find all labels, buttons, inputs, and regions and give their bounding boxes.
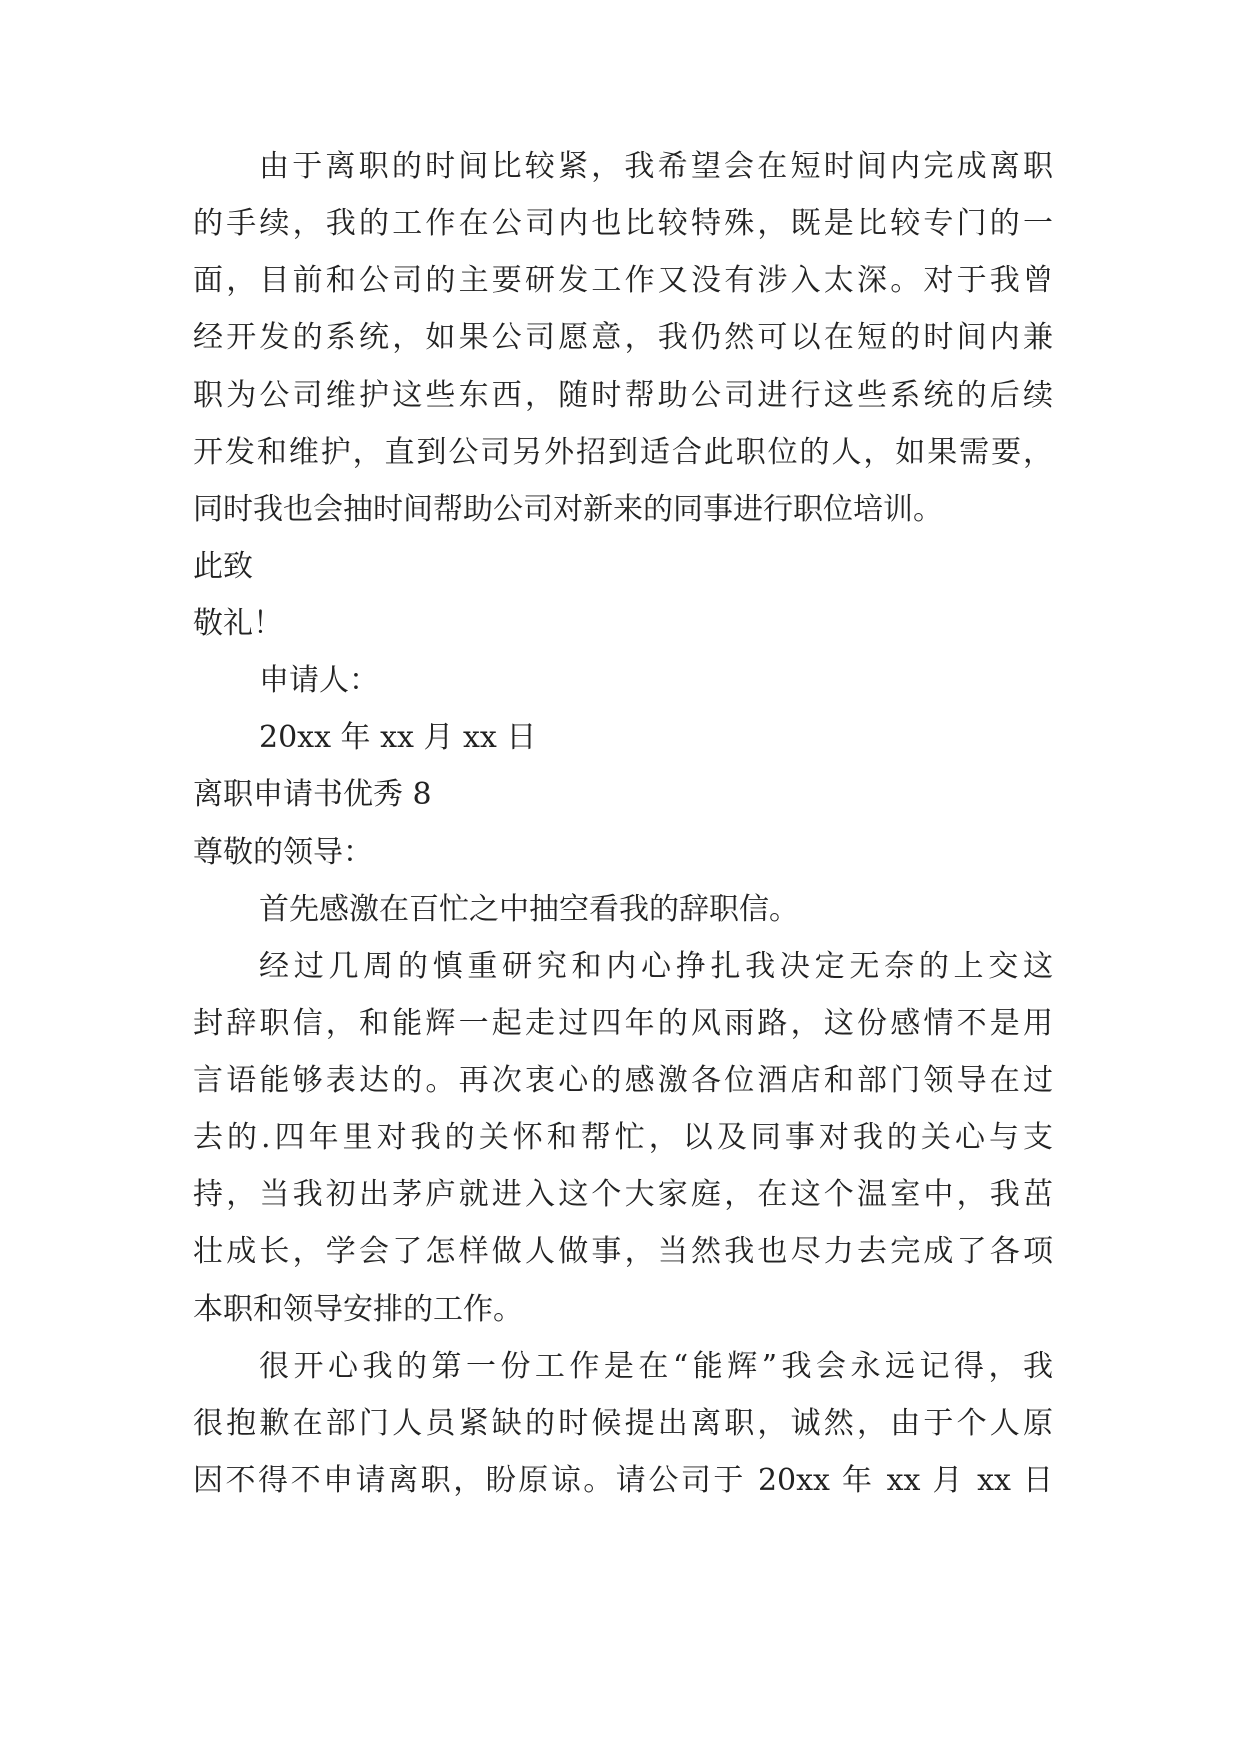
section-heading: 离职申请书优秀 8	[193, 777, 432, 812]
paragraph-line: 去的.四年里对我的关怀和帮忙，以及同事对我的关心与支	[193, 1120, 1053, 1155]
salutation: 尊敬的领导：	[193, 835, 373, 870]
paragraph-line: 本职和领导安排的工作。	[193, 1292, 523, 1327]
paragraph-line: 的手续，我的工作在公司内也比较特殊，既是比较专门的一	[193, 206, 1053, 241]
paragraph-line: 言语能够表达的。再次衷心的感激各位酒店和部门领导在过	[193, 1063, 1053, 1098]
paragraph-line: 面，目前和公司的主要研发工作又没有涉入太深。对于我曾	[193, 263, 1053, 298]
closing-greeting: 此致	[193, 549, 253, 584]
paragraph-line: 持，当我初出茅庐就进入这个大家庭，在这个温室中，我茁	[193, 1177, 1053, 1212]
paragraph-line: 很开心我的第一份工作是在“能辉”我会永远记得，我	[259, 1349, 1053, 1384]
paragraph-line: 经过几周的慎重研究和内心挣扎我决定无奈的上交这	[259, 949, 1053, 984]
applicant-label: 申请人：	[259, 663, 379, 698]
paragraph-line: 壮成长，学会了怎样做人做事，当然我也尽力去完成了各项	[193, 1234, 1053, 1269]
closing-salute: 敬礼！	[193, 606, 283, 641]
paragraph-line: 由于离职的时间比较紧，我希望会在短时间内完成离职	[259, 149, 1053, 184]
paragraph-line: 职为公司维护这些东西，随时帮助公司进行这些系统的后续	[193, 378, 1053, 413]
paragraph-line: 同时我也会抽时间帮助公司对新来的同事进行职位培训。	[193, 492, 943, 527]
signature-date: 20xx 年 xx 月 xx 日	[259, 720, 537, 755]
paragraph-line: 封辞职信，和能辉一起走过四年的风雨路，这份感情不是用	[193, 1006, 1053, 1041]
paragraph-line: 很抱歉在部门人员紧缺的时候提出离职，诚然，由于个人原	[193, 1406, 1053, 1441]
paragraph-line: 因不得不申请离职，盼原谅。请公司于 20xx 年 xx 月 xx 日	[193, 1463, 1053, 1498]
paragraph-line: 经开发的系统，如果公司愿意，我仍然可以在短的时间内兼	[193, 320, 1053, 355]
paragraph-line: 首先感激在百忙之中抽空看我的辞职信。	[259, 892, 799, 927]
paragraph-line: 开发和维护，直到公司另外招到适合此职位的人，如果需要，	[193, 435, 1053, 470]
